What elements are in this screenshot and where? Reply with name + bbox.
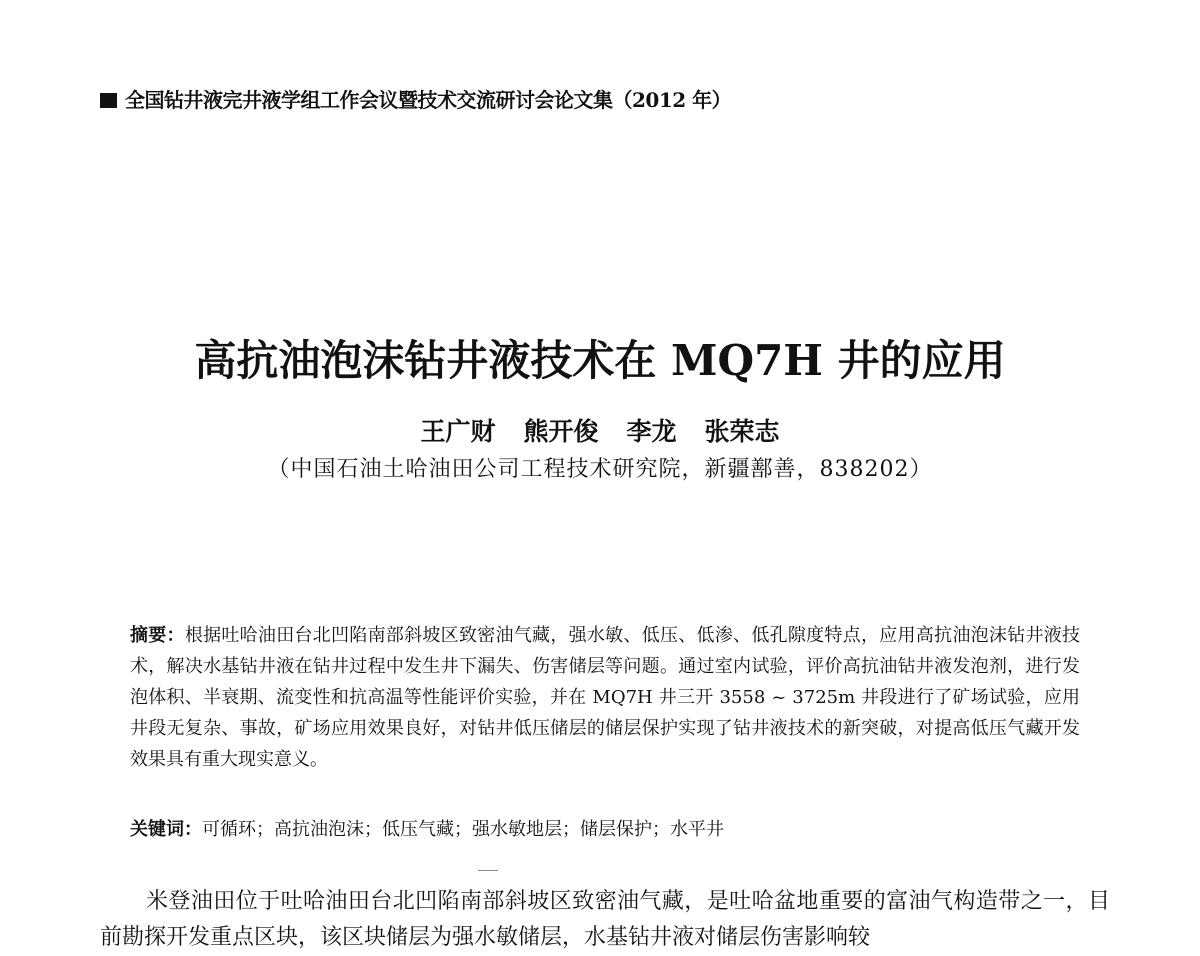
author-name: 王广财 [420, 417, 496, 446]
header-square-icon [100, 93, 117, 108]
author-list [0, 412, 1200, 448]
body-paragraph: 米登油田位于吐哈油田台北凹陷南部斜坡区致密油气藏，是吐哈盆地重要的富油气构造带之一，目前勘探开发重点区块，该区块储层为强水敏储层，水基钻井液对储层伤害影响较 [100, 889, 1110, 950]
paper-title: 高抗油泡沫钻井液技术在 MQ7H 井的应用 [194, 336, 1006, 385]
author-name: 张荣志 [704, 417, 780, 446]
author-name: 熊开俊 [523, 417, 599, 446]
section-divider [478, 870, 498, 871]
author-name: 李龙 [626, 417, 677, 446]
abstract-label: 摘要： [130, 625, 185, 646]
running-header-text: 全国钻井液完井液学组工作会议暨技术交流研讨会论文集（2012 年） [125, 88, 732, 112]
affiliation: （中国石油土哈油田公司工程技术研究院，新疆鄯善，838202） [267, 457, 933, 482]
keywords-label: 关键词： [130, 819, 202, 840]
abstract-text: 根据吐哈油田台北凹陷南部斜坡区致密油气藏，强水敏、低压、低渗、低孔隙度特点，应用高抗油泡沫钻井液技术，解决水基钻井液在钻井过程中发生井下漏失、伤害储层等问题。通过室内试验，评价高抗油钻井液发泡剂，进行发泡体积、半衰期、流变性和抗高温等性能评价实验，并在 MQ7H 井三开 3558 ~ 3725m 井段进行了矿场试验，应用井段无复杂、事故，矿场应用效果良好，对钻井低压储层的储层保护实现了钻井液技术的新突破，对提高低压气藏开发效果具有重大现实意义。 [130, 625, 1080, 770]
running-header [100, 84, 731, 113]
keywords-text: 可循环；高抗油泡沫；低压气藏；强水敏地层；储层保护；水平井 [202, 819, 724, 840]
keywords [130, 814, 1080, 845]
abstract [130, 620, 1080, 775]
